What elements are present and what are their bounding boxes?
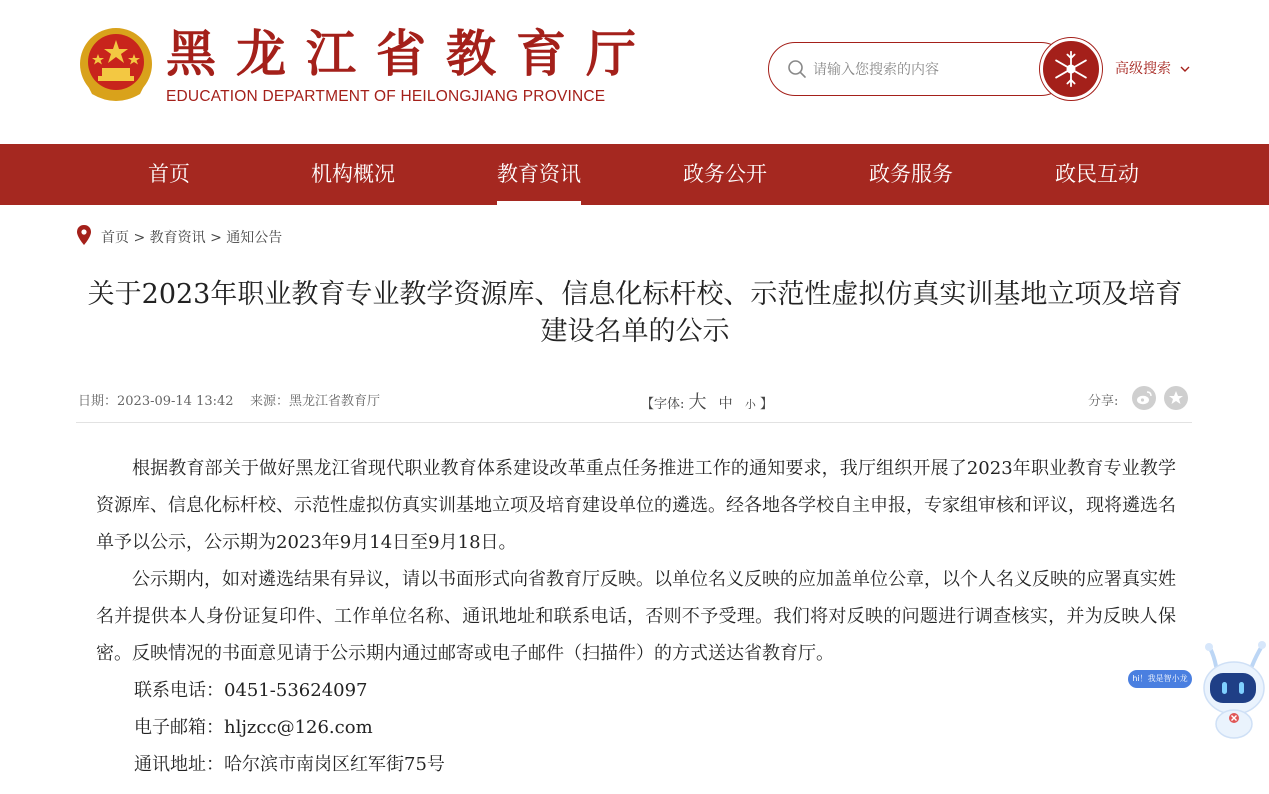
- article-title: [60, 276, 1210, 350]
- advanced-search-label: 高级搜索: [1115, 61, 1171, 77]
- favorite-star-icon[interactable]: [1164, 386, 1188, 410]
- article-body: [96, 450, 1176, 783]
- nav-item-education-news[interactable]: 教育资讯: [497, 144, 581, 205]
- search-icon: [787, 59, 807, 79]
- article-paragraph: 根据教育部关于做好黑龙江省现代职业教育体系建设改革重点任务推进工作的通知要求，我厅组织开展了2023年职业教育专业教学资源库、信息化标杆校、示范性虚拟仿真实训基地立项及培育建设单位的遴选。经各地各学校自主申报，专家组审核和评议，现将遴选名单予以公示，公示期为2023年9月14日至9月18日。: [96, 458, 1176, 553]
- assistant-robot-icon[interactable]: [1196, 640, 1269, 740]
- chevron-down-icon: [1179, 64, 1191, 74]
- font-size-label: 【字体:: [641, 397, 685, 412]
- contact-address: 通讯地址：哈尔滨市南岗区红军街75号: [134, 754, 445, 775]
- search-box[interactable]: [768, 42, 1068, 96]
- article-paragraph: 公示期内，如对遴选结果有异议，请以书面形式向省教育厅反映。以单位名义反映的应加盖单位公章，以个人名义反映的应署真实姓名并提供本人身份证复印件、工作单位名称、通讯地址和联系电话，否则不予受理。我们将对反映的问题进行调查核实，并为反映人保密。反映情况的书面意见请于公示期内通过邮寄或电子邮件（扫描件）的方式送达省教育厅。: [96, 569, 1176, 664]
- search-button[interactable]: [1040, 38, 1102, 100]
- weibo-share-icon[interactable]: [1132, 386, 1156, 410]
- article-title-line-2: 建设名单的公示: [540, 316, 730, 347]
- national-emblem-icon: [76, 24, 156, 104]
- share-label: 分享:: [1088, 394, 1119, 409]
- assistant-greeting-bubble[interactable]: hi！我是智小龙: [1128, 670, 1192, 688]
- nav-item-public-interaction[interactable]: 政民互动: [1055, 162, 1139, 186]
- font-size-switcher: [641, 388, 773, 414]
- font-size-medium-button[interactable]: 中: [718, 396, 733, 412]
- nav-item-government-services[interactable]: 政务服务: [869, 162, 953, 186]
- font-size-small-button[interactable]: 小: [744, 398, 756, 411]
- search-input[interactable]: [813, 57, 1033, 83]
- font-size-label-end: 】: [759, 397, 773, 412]
- advanced-search-link[interactable]: [1115, 58, 1191, 78]
- site-header: [0, 0, 1269, 144]
- location-pin-icon: [76, 224, 92, 246]
- contact-phone: 联系电话：0451-53624097: [134, 680, 368, 701]
- breadcrumb-trail[interactable]: 首页 > 教育资讯 > 通知公告: [101, 230, 283, 246]
- meta-divider: [76, 422, 1192, 423]
- nav-item-organization[interactable]: 机构概况: [311, 162, 395, 186]
- contact-email: 电子邮箱：hljzcc@126.com: [134, 717, 373, 738]
- nav-item-government-affairs[interactable]: 政务公开: [683, 162, 767, 186]
- article-source: 来源：黑龙江省教育厅: [250, 394, 381, 409]
- article-title-line-1: 关于2023年职业教育专业教学资源库、信息化标杆校、示范性虚拟仿真实训基地立项及培育: [87, 279, 1183, 310]
- share-bar: [1088, 390, 1118, 409]
- article-date: 日期：2023-09-14 13:42: [78, 394, 234, 409]
- main-nav: [0, 144, 1269, 205]
- font-size-large-button[interactable]: 大: [688, 392, 707, 413]
- site-title: 黑龙江省教育厅: [166, 25, 656, 83]
- nav-item-home[interactable]: 首页: [148, 162, 190, 186]
- site-subtitle: EDUCATION DEPARTMENT OF HEILONGJIANG PROVINCE: [166, 88, 606, 105]
- article-meta: [78, 388, 1192, 412]
